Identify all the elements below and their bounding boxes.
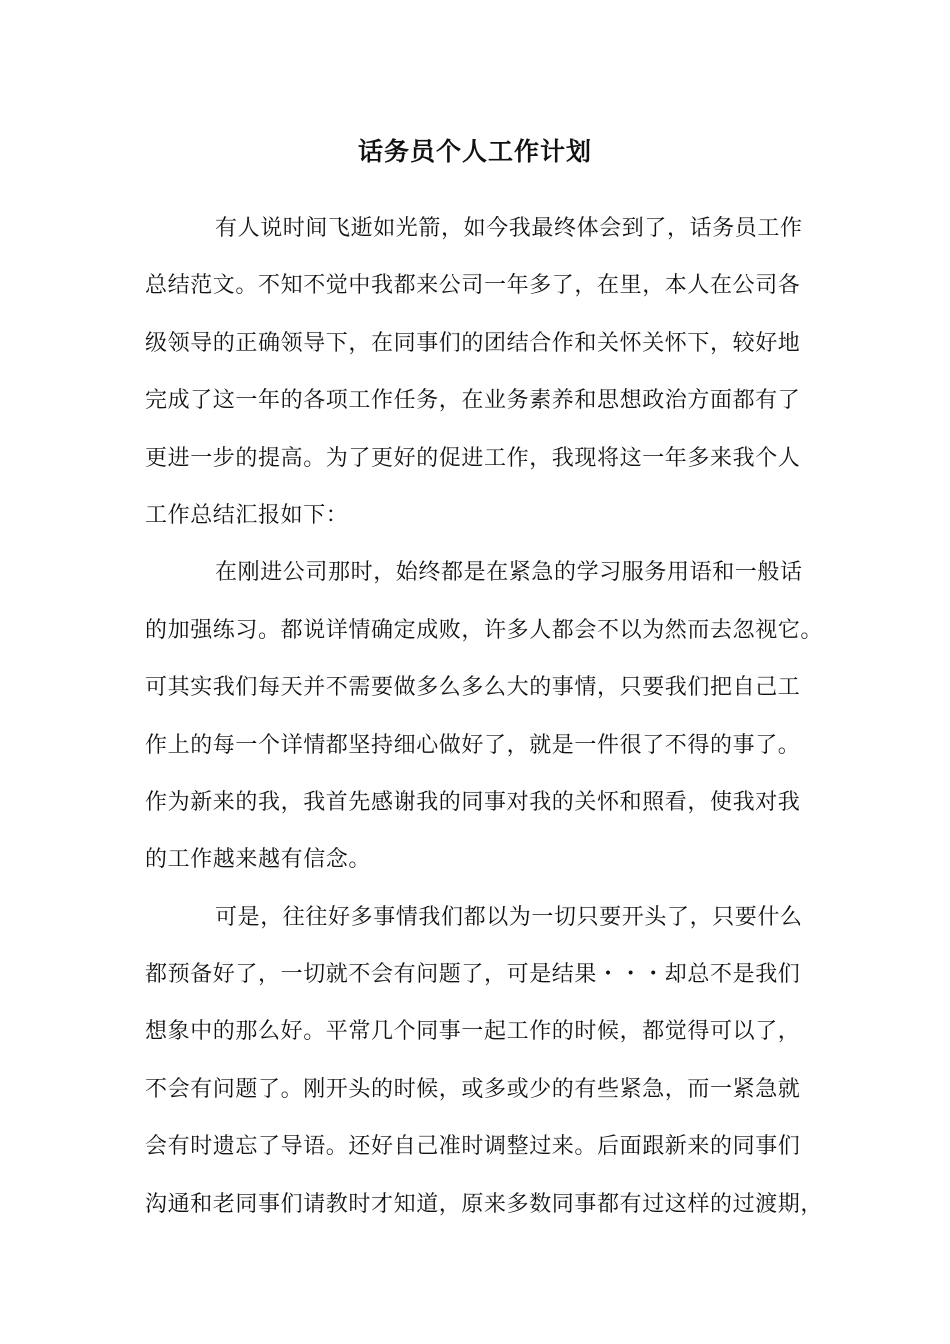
paragraph-line: 级领导的正确领导下，在同事们的团结合作和关怀关怀下，较好地 [145, 330, 801, 356]
paragraph-line: 的加强练习。都说详情确定成败，许多人都会不以为然而去忽视它。 [145, 617, 824, 643]
document-title: 话务员个人工作计划 [357, 137, 592, 166]
paragraph-line: 会有时遗忘了导语。还好自己准时调整过来。后面跟新来的同事们 [145, 1134, 801, 1160]
paragraph-line: 都预备好了，一切就不会有问题了，可是结果・・・却总不是我们 [145, 962, 801, 988]
paragraph-line: 想象中的那么好。平常几个同事一起工作的时候，都觉得可以了， [145, 1019, 801, 1045]
paragraph-line: 在刚进公司那时，始终都是在紧急的学习服务用语和一般话 [215, 560, 803, 586]
paragraph-line: 工作总结汇报如下： [145, 502, 349, 528]
paragraph-line: 有人说时间飞逝如光箭，如今我最终体会到了，话务员工作 [215, 216, 803, 241]
paragraph-line: 沟通和老同事们请教时才知道，原来多数同事都有过这样的过渡期， [145, 1191, 824, 1217]
paragraph-line: 作为新来的我，我首先感谢我的同事对我的关怀和照看，使我对我 [145, 789, 801, 815]
paragraph-line: 的工作越来越有信念。 [145, 847, 372, 873]
paragraph-line: 不会有问题了。刚开头的时候，或多或少的有些紧急，而一紧急就 [145, 1076, 801, 1102]
paragraph-line: 作上的每一个详情都坚持细心做好了，就是一件很了不得的事了。 [145, 732, 801, 758]
paragraph-line: 更进一步的提高。为了更好的促进工作，我现将这一年多来我个人 [145, 445, 801, 471]
paragraph-line: 可其实我们每天并不需要做多么多么大的事情，只要我们把自己工 [145, 675, 801, 701]
paragraph-line: 总结范文。不知不觉中我都来公司一年多了，在里，本人在公司各 [145, 273, 801, 299]
document-body [145, 200, 824, 1233]
paragraph-line: 可是，往往好多事情我们都以为一切只要开头了，只要什么 [215, 904, 803, 930]
paragraph-line: 完成了这一年的各项工作任务，在业务素养和思想政治方面都有了 [145, 388, 801, 414]
